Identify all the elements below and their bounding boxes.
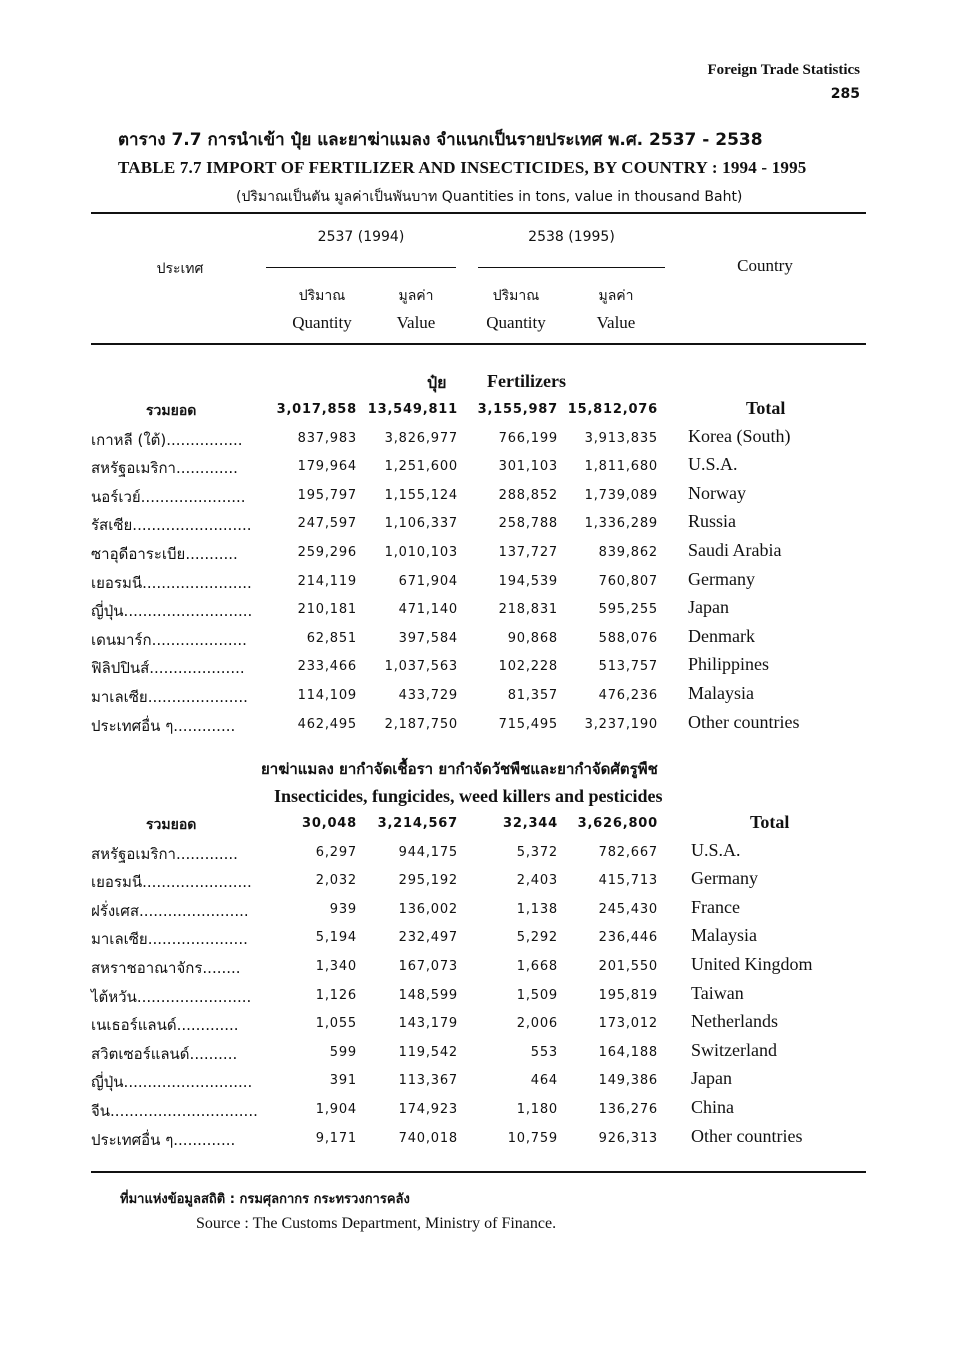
country-name: U.S.A.: [688, 454, 738, 475]
country-name: Saudi Arabia: [688, 540, 782, 560]
v2-cell: 595,255: [598, 602, 658, 618]
q2-cell: 102,228: [498, 659, 558, 675]
q1-cell: 939: [329, 901, 357, 917]
country-name-thai: ฝรั่งเศส.......................: [91, 901, 249, 920]
quantity-header-thai: ปริมาณ: [298, 288, 346, 304]
country-name: Korea (South): [688, 425, 791, 446]
q2-cell: 2,403: [516, 873, 558, 889]
q1-cell: 259,296: [297, 545, 357, 560]
country-name-thai: เยอรมนี.......................: [91, 573, 252, 592]
table-bottom-rule: [91, 1171, 866, 1173]
v1-cell: 944,175: [398, 844, 458, 860]
q1-cell: 837,983: [297, 430, 357, 446]
v2-cell: 513,757: [598, 659, 658, 675]
total-q2-cell: 3,155,987: [477, 402, 558, 417]
total-v1-cell: 3,214,567: [377, 816, 458, 831]
v2-cell: 476,236: [598, 688, 658, 703]
country-name: Other countries: [688, 711, 800, 732]
total-v2-cell: 15,812,076: [567, 402, 658, 417]
q1-cell: 1,904: [315, 1102, 357, 1117]
country-name: Philippines: [688, 654, 770, 675]
country-name-thai: สหรัฐอเมริกา.............: [91, 459, 238, 478]
year1-underline: [266, 267, 456, 268]
v2-cell: 1,739,089: [584, 487, 658, 503]
q1-cell: 114,109: [297, 688, 357, 703]
v2-cell: 1,811,680: [584, 459, 658, 475]
header-bottom-rule: [91, 343, 866, 345]
year2-underline: [478, 267, 665, 268]
country-name: Germany: [688, 568, 755, 589]
v1-cell: 1,010,103: [384, 545, 458, 560]
q1-cell: 9,171: [315, 1130, 357, 1146]
section-heading-thai: ยาฆ่าแมลง ยากำจัดเชื้อรา ยากำจัดวัชพืชและยากำจัดศัตรูพืช: [261, 760, 658, 778]
country-name-thai: ฟิลิปปินส์....................: [91, 659, 245, 678]
year-1994-header: 2537 (1994): [317, 229, 405, 245]
v1-cell: 143,179: [398, 1016, 458, 1032]
v1-cell: 232,497: [398, 930, 458, 946]
country-name: U.S.A.: [691, 839, 741, 860]
v2-cell: 588,076: [598, 630, 658, 646]
v2-cell: 760,807: [598, 573, 658, 589]
total-q1-cell: 3,017,858: [276, 402, 357, 417]
country-name: Switzerland: [691, 1039, 777, 1060]
value-header-thai: มูลค่า: [398, 288, 434, 304]
total-label-thai: รวมยอด: [146, 817, 197, 833]
quantity-header: Quantity: [292, 313, 352, 332]
v1-cell: 1,155,124: [384, 487, 458, 503]
v1-cell: 433,729: [398, 688, 458, 703]
country-name-thai: ประเทศอื่น ๆ.............: [91, 1130, 236, 1149]
country-name-thai: มาเลเซีย.....................: [91, 930, 248, 949]
v1-cell: 471,140: [398, 602, 458, 618]
total-label: Total: [750, 812, 790, 832]
country-name: Denmark: [688, 625, 755, 646]
total-label-thai: รวมยอด: [146, 403, 197, 419]
v2-cell: 164,188: [598, 1044, 658, 1060]
q1-cell: 247,597: [297, 516, 357, 532]
v1-cell: 295,192: [398, 873, 458, 889]
total-v2-cell: 3,626,800: [577, 816, 658, 831]
value-header: Value: [396, 313, 436, 332]
country-name: Malaysia: [691, 925, 757, 946]
q2-cell: 1,509: [516, 987, 558, 1003]
country-name-thai: จีน...............................: [91, 1102, 258, 1120]
table-top-rule: [91, 212, 866, 214]
q1-cell: 599: [329, 1044, 357, 1060]
country-name-thai: ญี่ปุ่น...........................: [91, 602, 253, 621]
country-name-thai: รัสเซีย.........................: [91, 516, 252, 535]
source-note-english: Source : The Customs Department, Ministry of Finance.: [196, 1215, 557, 1232]
v2-cell: 926,313: [598, 1130, 658, 1146]
v2-cell: 173,012: [598, 1016, 658, 1032]
q1-cell: 1,126: [315, 987, 357, 1003]
q2-cell: 464: [530, 1073, 558, 1089]
total-label: Total: [746, 398, 786, 418]
country-name: Japan: [691, 1068, 732, 1089]
v2-cell: 782,667: [598, 844, 658, 860]
v2-cell: 236,446: [598, 930, 658, 946]
country-name: Russia: [688, 511, 737, 532]
country-name-thai: ซาอุดีอาระเบีย...........: [91, 545, 238, 563]
v1-cell: 113,367: [398, 1073, 458, 1089]
v2-cell: 136,276: [598, 1102, 658, 1117]
country-name-thai: สหรัฐอเมริกา.............: [91, 844, 238, 863]
v1-cell: 1,037,563: [384, 659, 458, 675]
q1-cell: 6,297: [315, 844, 357, 860]
country-name: Japan: [688, 597, 729, 618]
q2-cell: 81,357: [507, 688, 558, 703]
v2-cell: 1,336,289: [584, 516, 658, 532]
country-name: China: [691, 1097, 734, 1117]
q2-cell: 258,788: [498, 516, 558, 532]
section-heading-english: Insecticides, fungicides, weed killers and pesticides: [274, 786, 663, 806]
q2-cell: 766,199: [498, 430, 558, 446]
q1-cell: 2,032: [315, 873, 357, 889]
q2-cell: 553: [530, 1044, 558, 1060]
v2-cell: 415,713: [598, 873, 658, 889]
v1-cell: 671,904: [398, 573, 458, 589]
v1-cell: 148,599: [398, 987, 458, 1003]
v1-cell: 397,584: [398, 630, 458, 646]
quantity-header-thai: ปริมาณ: [492, 288, 540, 304]
q2-cell: 137,727: [498, 545, 558, 560]
v2-cell: 245,430: [598, 901, 658, 917]
v1-cell: 1,106,337: [384, 516, 458, 532]
q1-cell: 462,495: [297, 716, 357, 732]
q1-cell: 62,851: [306, 630, 357, 646]
q2-cell: 2,006: [516, 1016, 558, 1032]
q1-cell: 1,055: [315, 1016, 357, 1032]
q2-cell: 1,180: [516, 1102, 558, 1117]
country-name-thai: ไต้หวัน........................: [91, 987, 252, 1006]
country-name-thai: สหราชอาณาจักร........: [91, 959, 241, 977]
section-heading-english: Fertilizers: [487, 371, 566, 391]
country-name-thai: เยอรมนี.......................: [91, 873, 252, 892]
total-q1-cell: 30,048: [302, 816, 357, 831]
v1-cell: 2,187,750: [384, 716, 458, 732]
country-name: Malaysia: [688, 683, 754, 703]
v2-cell: 195,819: [598, 987, 658, 1003]
country-name-thai: เกาหลี (ใต้)................: [91, 430, 243, 449]
country-header-english: Country: [737, 256, 793, 275]
total-v1-cell: 13,549,811: [367, 402, 458, 417]
country-name-thai: มาเลเซีย.....................: [91, 688, 248, 706]
table-title-english: TABLE 7.7 IMPORT OF FERTILIZER AND INSECTICIDES, BY COUNTRY : 1994 - 1995: [118, 158, 807, 177]
table-title-thai: ตาราง 7.7 การนำเข้า ปุ๋ย และยาฆ่าแมลง จำแนกเป็นรายประเทศ พ.ศ. 2537 - 2538: [118, 130, 763, 150]
country-name: Germany: [691, 868, 758, 889]
v1-cell: 174,923: [398, 1102, 458, 1117]
quantity-header: Quantity: [486, 313, 546, 332]
q1-cell: 179,964: [297, 459, 357, 475]
year-1995-header: 2538 (1995): [528, 229, 615, 245]
q1-cell: 391: [329, 1073, 357, 1089]
q1-cell: 214,119: [297, 573, 357, 589]
country-name-thai: เดนมาร์ก....................: [91, 630, 247, 649]
v2-cell: 3,913,835: [584, 430, 658, 446]
q2-cell: 218,831: [498, 602, 558, 618]
q2-cell: 10,759: [507, 1130, 558, 1146]
q2-cell: 194,539: [498, 573, 558, 589]
v1-cell: 1,251,600: [384, 459, 458, 475]
v2-cell: 839,862: [598, 545, 658, 560]
q1-cell: 1,340: [315, 959, 357, 974]
q2-cell: 90,868: [507, 630, 558, 646]
country-name: United Kingdom: [691, 954, 813, 974]
value-header-thai: มูลค่า: [598, 288, 634, 304]
country-name: Netherlands: [691, 1011, 778, 1032]
total-q2-cell: 32,344: [503, 816, 558, 831]
q1-cell: 195,797: [297, 487, 357, 503]
q1-cell: 5,194: [315, 930, 357, 946]
country-name-thai: นอร์เวย์......................: [91, 487, 246, 506]
page-number: 285: [830, 86, 860, 102]
v2-cell: 149,386: [598, 1073, 658, 1089]
country-name: Taiwan: [691, 982, 744, 1003]
table-units-note: (ปริมาณเป็นตัน มูลค่าเป็นพันบาท Quantities in tons, value in thousand Baht): [236, 189, 743, 205]
country-header-thai: ประเทศ: [156, 261, 204, 277]
source-note-thai: ที่มาแห่งข้อมูลสถิติ : กรมศุลกากร กระทรวงการคลัง: [120, 1192, 410, 1207]
q2-cell: 288,852: [498, 487, 558, 503]
country-name-thai: สวิตเซอร์แลนด์..........: [91, 1044, 238, 1063]
country-name: Norway: [688, 482, 746, 503]
q2-cell: 5,292: [516, 930, 558, 946]
q2-cell: 715,495: [498, 716, 558, 732]
v1-cell: 167,073: [398, 959, 458, 974]
v1-cell: 136,002: [398, 901, 458, 917]
q2-cell: 301,103: [498, 459, 558, 475]
country-name-thai: ประเทศอื่น ๆ.............: [91, 716, 236, 735]
running-header: Foreign Trade Statistics: [707, 62, 860, 78]
value-header: Value: [596, 313, 636, 332]
country-name: Other countries: [691, 1125, 803, 1146]
q2-cell: 1,668: [516, 959, 558, 974]
country-name-thai: เนเธอร์แลนด์.............: [91, 1016, 239, 1035]
v2-cell: 201,550: [598, 959, 658, 974]
v2-cell: 3,237,190: [584, 716, 658, 732]
country-name-thai: ญี่ปุ่น...........................: [91, 1073, 253, 1092]
section-heading-thai: ปุ๋ย: [427, 373, 447, 392]
q2-cell: 5,372: [516, 844, 558, 860]
q1-cell: 210,181: [297, 602, 357, 618]
q2-cell: 1,138: [516, 901, 558, 917]
v1-cell: 119,542: [398, 1044, 458, 1060]
q1-cell: 233,466: [297, 659, 357, 675]
v1-cell: 740,018: [398, 1130, 458, 1146]
country-name: France: [691, 896, 740, 917]
v1-cell: 3,826,977: [384, 430, 458, 446]
